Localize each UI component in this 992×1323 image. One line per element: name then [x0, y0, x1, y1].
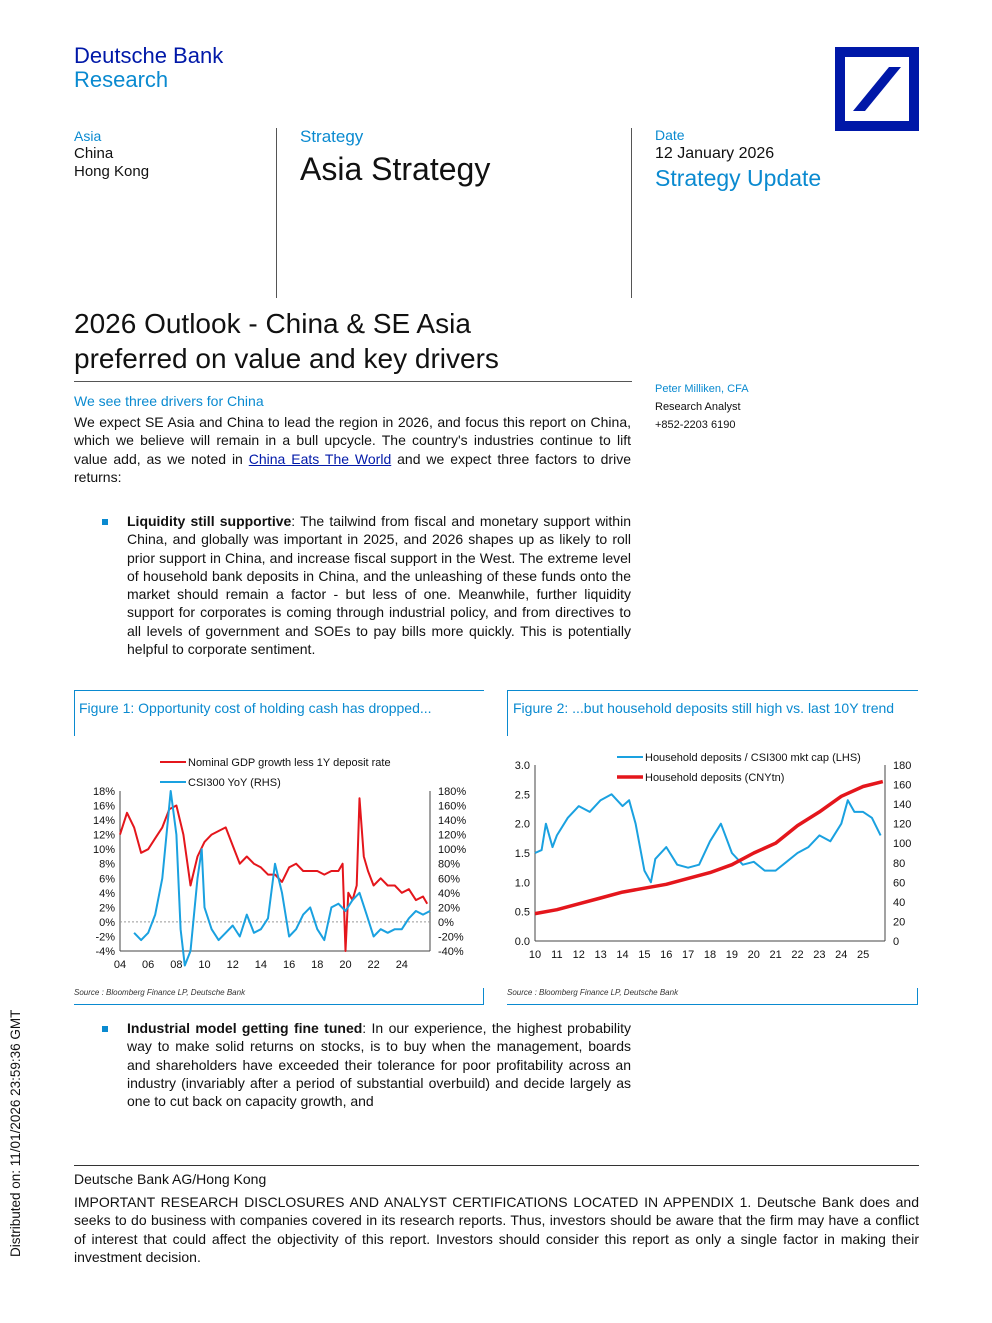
brand-line2: Research	[74, 67, 169, 92]
y-left-tick-label: 14%	[92, 815, 115, 828]
x-tick-label: 06	[142, 959, 155, 971]
region-label: Asia	[74, 128, 102, 144]
y-right-tick-label: 0%	[438, 916, 454, 929]
y-right-tick-label: -40%	[438, 946, 464, 958]
y-left-tick-label: 0.0	[514, 936, 530, 948]
legend-label: CSI300 YoY (RHS)	[188, 777, 281, 789]
x-tick-label: 18	[703, 949, 717, 961]
y-right-tick-label: 180	[893, 760, 912, 772]
y-left-tick-label: 2.5	[514, 789, 530, 802]
figure-2-source: Source : Bloomberg Finance LP, Deutsche Bank	[507, 988, 679, 997]
x-tick-label: 22	[367, 959, 380, 971]
intro-paragraph	[74, 413, 631, 486]
figure-2-title: Figure 2: ...but household deposits still high vs. last 10Y trend	[513, 700, 895, 716]
y-left-tick-label: 6%	[99, 873, 115, 886]
analyst-block	[655, 380, 749, 434]
y-left-tick-label: 16%	[92, 800, 115, 813]
y-left-tick-label: 4%	[99, 887, 115, 900]
y-left-tick-label: 0.5	[514, 906, 530, 919]
region-country-1: China	[74, 145, 114, 162]
y-right-tick-label: 20%	[438, 902, 461, 915]
china-eats-the-world-link[interactable]: China Eats The World	[248, 450, 392, 467]
y-left-tick-label: -4%	[95, 946, 115, 958]
y-right-tick-label: 120%	[438, 829, 467, 842]
footer-rule	[74, 1165, 919, 1166]
x-tick-label: 24	[835, 949, 848, 961]
x-tick-label: 22	[791, 949, 804, 961]
series-line-2	[535, 782, 883, 914]
divider	[631, 128, 632, 298]
x-tick-label: 21	[769, 949, 782, 961]
analyst-name[interactable]: Peter Milliken, CFA	[655, 383, 749, 395]
headline-line2: preferred on value and key drivers	[74, 343, 499, 374]
intro-text-end: and we expect three factors to drive returns:	[74, 450, 631, 485]
x-tick-label: 24	[395, 959, 408, 971]
y-right-tick-label: 160	[893, 779, 912, 792]
headline	[74, 306, 634, 376]
bullet-liquidity	[127, 512, 631, 658]
x-tick-label: 11	[551, 949, 563, 961]
x-tick-label: 16	[660, 949, 673, 961]
y-right-tick-label: 80	[893, 857, 906, 870]
y-left-tick-label: 12%	[92, 829, 115, 842]
figure-1-source: Source : Bloomberg Finance LP, Deutsche Bank	[74, 988, 246, 997]
x-tick-label: 15	[638, 949, 651, 961]
figure-left-rule	[507, 690, 508, 736]
y-right-tick-label: 60%	[438, 873, 461, 886]
figure-1-chart	[74, 745, 484, 975]
intro-subhead: We see three drivers for China	[74, 393, 264, 409]
figure-top-rule	[74, 690, 484, 691]
distribution-text: Distributed on: 11/01/2026 23:59:36 GMT	[8, 1009, 23, 1257]
x-tick-label: 10	[198, 959, 211, 971]
x-tick-label: 12	[572, 949, 585, 961]
y-left-tick-label: 8%	[99, 858, 115, 871]
region-country-2: Hong Kong	[74, 163, 150, 180]
analyst-phone: +852-2203 6190	[655, 419, 736, 431]
legend-label: Household deposits / CSI300 mkt cap (LHS)	[645, 752, 861, 764]
figure-bottom-rule	[74, 1004, 484, 1005]
figure-2-chart	[507, 745, 918, 965]
x-tick-label: 25	[857, 949, 870, 961]
brand-name	[74, 44, 223, 92]
figure-right-rule	[917, 988, 918, 1005]
bullet-text: : The tailwind from fiscal and monetary support within China, and globally was important in 2025, and 2026 shapes up as likely to roll prior support in China, and increase fiscal support in the West. The extreme level of household bank deposits in China, and the unleashing of these funds onto the market should remain a factor - but less of one. Meanwhile, further liquidity support for corporates is coming through industrial policy, and from directives to all levels of government and SOEs to pay bills more quickly. This is potentially helpful to corporate sentiment.	[127, 513, 631, 658]
x-tick-label: 19	[725, 949, 738, 961]
y-left-tick-label: 2.0	[514, 818, 530, 831]
figure-bottom-rule	[507, 1004, 918, 1005]
y-left-tick-label: 1.5	[514, 848, 530, 860]
x-tick-label: 12	[226, 959, 239, 971]
y-left-tick-label: 3.0	[514, 760, 530, 772]
analyst-role: Research Analyst	[655, 401, 741, 413]
x-tick-label: 20	[339, 959, 352, 971]
legend-label: Nominal GDP growth less 1Y deposit rate	[188, 757, 391, 769]
x-tick-label: 14	[616, 949, 629, 961]
footer-company: Deutsche Bank AG/Hong Kong	[74, 1171, 267, 1187]
date-value: 12 January 2026	[655, 145, 775, 162]
x-tick-label: 17	[682, 949, 695, 961]
y-right-tick-label: 80%	[438, 858, 461, 871]
y-left-tick-label: 1.0	[514, 877, 530, 890]
x-tick-label: 16	[282, 959, 296, 971]
region-block	[74, 127, 149, 181]
y-right-tick-label: 100	[893, 838, 912, 851]
bullet-text: : In our experience, the highest probability way to make solid returns on stocks, is to buy when the management, boards and shareholders have exceeded their tolerance for poor profitability across an industry (invariably after a period of substantial overbuild) and decide largely as one to cut back on capacity growth, and	[127, 1020, 631, 1110]
legend-label: Household deposits (CNYtn)	[645, 772, 785, 784]
y-left-tick-label: -2%	[95, 931, 115, 944]
y-right-tick-label: 140%	[438, 815, 467, 828]
bullet-title: Industrial model getting fine tuned	[127, 1020, 363, 1036]
x-tick-label: 08	[170, 959, 183, 971]
y-right-tick-label: 40%	[438, 887, 461, 900]
intro-text: We expect SE Asia and China to lead the region in 2026, and focus this report on China, which we believe will remain in a bull upcycle. The country's industries continue to lift value add, as we noted in	[74, 414, 631, 467]
headline-rule	[74, 381, 632, 382]
y-right-tick-label: 160%	[438, 800, 467, 813]
headline-line1: 2026 Outlook - China & SE Asia	[74, 308, 471, 339]
y-right-tick-label: -20%	[438, 931, 464, 944]
x-tick-label: 10	[528, 949, 542, 961]
bullet-industrial	[127, 1019, 631, 1110]
x-tick-label: 14	[254, 959, 268, 971]
report-title: Asia Strategy	[300, 151, 491, 187]
strategy-label: Strategy	[300, 127, 364, 146]
brand-line1: Deutsche Bank	[74, 43, 224, 68]
distribution-stamp	[0, 975, 30, 1265]
y-left-tick-label: 2%	[99, 902, 115, 915]
bullet-icon	[102, 519, 108, 525]
figure-left-rule	[74, 690, 75, 736]
y-right-tick-label: 140	[893, 799, 912, 812]
deutsche-bank-logo-icon	[835, 47, 919, 131]
y-left-tick-label: 18%	[92, 786, 115, 798]
y-right-tick-label: 60	[893, 877, 906, 890]
y-left-tick-label: 10%	[92, 844, 115, 857]
y-right-tick-label: 120	[893, 818, 912, 831]
x-tick-label: 18	[311, 959, 324, 971]
x-tick-label: 04	[113, 959, 127, 971]
date-label: Date	[655, 127, 685, 143]
y-right-tick-label: 40	[893, 896, 906, 909]
x-tick-label: 20	[747, 949, 760, 961]
bullet-icon	[102, 1026, 108, 1032]
footer-disclosure: IMPORTANT RESEARCH DISCLOSURES AND ANALYST CERTIFICATIONS LOCATED IN APPENDIX 1. Deutsche Bank does and seeks to do business with companies covered in its research reports. Thus, investors should be aware that the firm may have a conflict of interest that could affect the objectivity of this report. Investors should consider this report as only a single factor in making their investment decision.	[74, 1194, 919, 1265]
x-tick-label: 13	[594, 949, 607, 961]
y-right-tick-label: 180%	[438, 786, 467, 798]
bullet-title: Liquidity still supportive	[127, 513, 292, 529]
x-tick-label: 23	[813, 949, 826, 961]
strategy-block	[300, 127, 490, 188]
date-block	[655, 127, 821, 192]
y-right-tick-label: 100%	[438, 844, 467, 857]
figure-top-rule	[507, 690, 918, 691]
series-line-1	[535, 794, 881, 882]
report-type: Strategy Update	[655, 165, 822, 191]
y-right-tick-label: 0	[893, 936, 900, 948]
divider	[276, 128, 277, 298]
figure-1-title: Figure 1: Opportunity cost of holding cash has dropped...	[79, 700, 432, 716]
figure-right-rule	[483, 988, 484, 1005]
y-right-tick-label: 20	[893, 916, 906, 929]
y-left-tick-label: 0%	[99, 916, 115, 929]
